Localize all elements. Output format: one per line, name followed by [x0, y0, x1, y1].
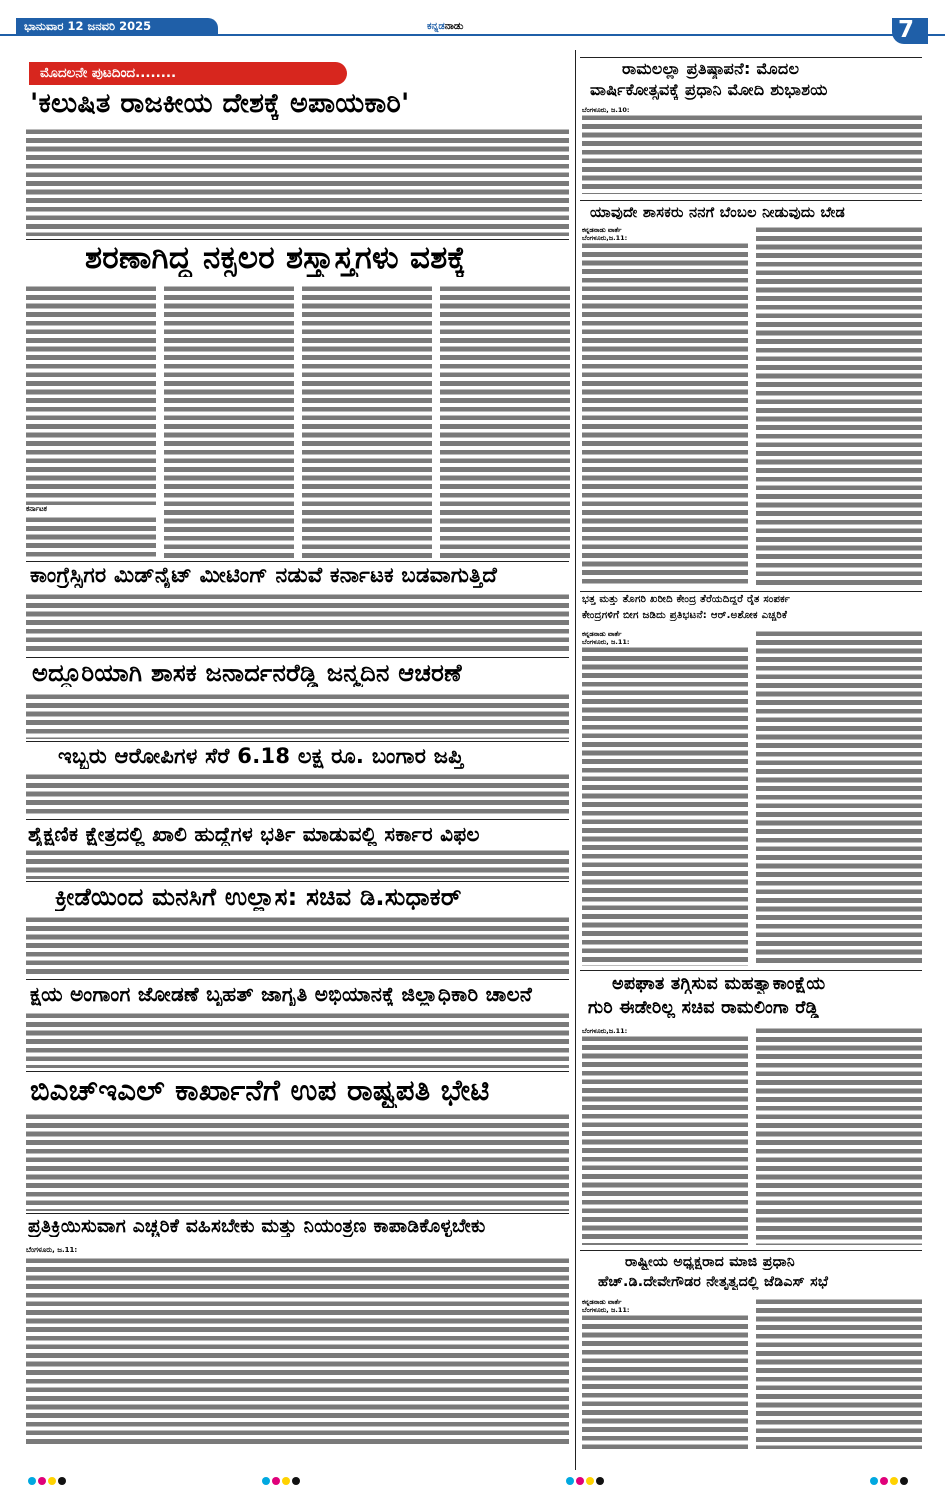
- cyan-dot: [262, 1477, 270, 1485]
- article-9-body: [26, 1113, 569, 1211]
- article-10-dateline: ಬೆಂಗಳೂರು, ಜ.11:: [26, 1246, 78, 1254]
- article-9-headline: ಬಿಎಚ್‌ಇಎಲ್ ಕಾರ್ಖಾನೆಗೆ ಉಪ ರಾಷ್ಟ್ರಪತಿ ಭೇಟಿ: [30, 1073, 490, 1107]
- article-2-body-col-2: [164, 285, 294, 558]
- separator-4: [26, 741, 569, 742]
- article-4-body: [26, 693, 569, 739]
- black-dot: [292, 1477, 300, 1485]
- yellow-dot: [890, 1477, 898, 1485]
- registration-marks-center: [262, 1470, 302, 1489]
- masthead-brand: [427, 21, 463, 32]
- right-5-dateline: ಬೆಂಗಳೂರು, ಜ.11:: [582, 1306, 630, 1314]
- separator-3: [26, 657, 569, 658]
- right-5-body-col-2: [756, 1298, 922, 1449]
- magenta-dot: [38, 1477, 46, 1485]
- right-3-body-col-2: [756, 630, 922, 966]
- registration-marks-mid: [566, 1470, 606, 1489]
- section-tag-label: ಮೊದಲನೇ ಪುಟದಿಂದ........: [40, 65, 177, 81]
- masthead-date: ಭಾನುವಾರ 12 ಜನವರಿ 2025: [24, 19, 152, 33]
- article-7-headline: ಕ್ರೀಡೆಯಿಂದ ಮನಸಿಗೆ ಉಲ್ಲಾಸ: ಸಚಿವ ಡಿ.ಸುಧಾಕರ್: [55, 883, 462, 911]
- right-3-dateline: ಬೆಂಗಳೂರು, ಜ.11:: [582, 638, 630, 646]
- article-2-body-col-3: [302, 285, 432, 558]
- article-10-body: [26, 1257, 569, 1447]
- column-divider: [575, 50, 576, 1470]
- right-1-dateline: ಬೆಂಗಳೂರು, ಜ.10:: [582, 106, 630, 114]
- right-4-rule-bottom: [580, 1250, 922, 1251]
- right-3-headline-2: ಕೇಂದ್ರಗಳಿಗೆ ಬೀಗ ಜಡಿದು ಪ್ರತಿಭಟನೆ: ಆರ್.ಅಶೋಕ ಎಚ್ಚರಿಕೆ: [582, 610, 788, 621]
- yellow-dot: [48, 1477, 56, 1485]
- article-6-headline: ಶೈಕ್ಷಣಿಕ ಕ್ಷೇತ್ರದಲ್ಲಿ ಖಾಲಿ ಹುದ್ದೆಗಳ ಭರ್ತಿ ಮಾಡುವಲ್ಲಿ ಸರ್ಕಾರ ವಿಫಲ: [28, 822, 480, 846]
- separator-7: [26, 979, 569, 980]
- right-4-headline-1: ಅಪಘಾತ ತಗ್ಗಿಸುವ ಮಹತ್ವಾಕಾಂಕ್ಷೆಯ: [612, 974, 826, 994]
- black-dot: [58, 1477, 66, 1485]
- article-1-headline: 'ಕಲುಷಿತ ರಾಜಕೀಯ ದೇಶಕ್ಕೆ ಅಪಾಯಕಾರಿ': [30, 88, 410, 119]
- right-1-rule-top: [580, 57, 922, 58]
- article-2-headline: ಶರಣಾಗಿದ್ದ ನಕ್ಸಲರ ಶಸ್ತ್ರಾಸ್ತ್ರಗಳು ವಶಕ್ಕೆ: [85, 240, 466, 276]
- article-3-body: [26, 593, 569, 653]
- article-5-headline: ಇಬ್ಬರು ಆರೋಪಿಗಳ ಸೆರೆ 6.18 ಲಕ್ಷ ರೂ. ಬಂಗಾರ ಜಪ್ತಿ: [58, 744, 464, 768]
- right-4-headline-2: ಗುರಿ ಈಡೇರಿಲ್ಲ ಸಚಿವ ರಾಮಲಿಂಗಾ ರೆಡ್ಡಿ: [588, 998, 819, 1018]
- article-8-body: [26, 1012, 569, 1068]
- article-3-headline: ಕಾಂಗ್ರೆಸ್ಸಿಗರ ಮಿಡ್‌ನೈಟ್ ಮೀಟಿಂಗ್ ನಡುವೆ ಕರ್ನಾಟಕ ಬಡವಾಗುತ್ತಿದೆ: [30, 563, 498, 587]
- right-2-rule-bottom: [580, 591, 922, 592]
- right-4-body-col-1: [582, 1035, 748, 1245]
- article-4-headline: ಅದ್ದೂರಿಯಾಗಿ ಶಾಸಕ ಜನಾರ್ದನರೆಡ್ಡಿ ಜನ್ಮದಿನ ಆಚರಣೆ: [32, 659, 462, 687]
- right-1-rule-bottom: [580, 200, 922, 201]
- cyan-dot: [566, 1477, 574, 1485]
- yellow-dot: [586, 1477, 594, 1485]
- right-3-rule-bottom: [580, 970, 922, 971]
- right-1-body: [582, 114, 922, 194]
- article-6-body: [26, 849, 569, 879]
- article-10-headline: ಪ್ರತಿಕ್ರಿಯಿಸುವಾಗ ಎಚ್ಚರಿಕೆ ವಹಿಸಬೇಕು ಮತ್ತು ನಿಯಂತ್ರಣ ಕಾಪಾಡಿಕೊಳ್ಳಬೇಕು: [28, 1216, 486, 1237]
- right-1-headline-2: ವಾರ್ಷಿಕೋತ್ಸವಕ್ಕೆ ಪ್ರಧಾನಿ ಮೋದಿ ಶುಭಾಶಯ: [590, 80, 828, 99]
- magenta-dot: [880, 1477, 888, 1485]
- cyan-dot: [870, 1477, 878, 1485]
- right-5-headline-1: ರಾಷ್ಟ್ರೀಯ ಅಧ್ಯಕ್ಷರಾದ ಮಾಜಿ ಪ್ರಧಾನಿ: [625, 1254, 795, 1270]
- separator-8: [26, 1071, 569, 1072]
- magenta-dot: [272, 1477, 280, 1485]
- right-2-dateline: ಬೆಂಗಳೂರು,ಜ.11:: [582, 234, 628, 242]
- masthead-brand-left: ಕನ್ನಡ: [427, 21, 445, 32]
- right-5-byline: ಕನ್ನಡನಾಡು ವಾರ್ತೆ: [582, 1298, 622, 1306]
- right-3-body-col-1: [582, 646, 748, 966]
- right-2-byline: ಕನ್ನಡನಾಡು ವಾರ್ತೆ: [582, 226, 622, 234]
- separator-9: [26, 1213, 569, 1214]
- article-2-subhead: ಕರ್ನಾಟಕ: [26, 505, 47, 513]
- black-dot: [596, 1477, 604, 1485]
- black-dot: [900, 1477, 908, 1485]
- article-2-body-col-1b: [26, 516, 156, 558]
- registration-marks-right: [870, 1470, 910, 1489]
- right-5-body-col-1: [582, 1314, 748, 1449]
- right-1-headline-1: ರಾಮಲಲ್ಲಾ ಪ್ರತಿಷ್ಠಾಪನೆ: ಮೊದಲ: [622, 59, 800, 78]
- separator-2: [26, 561, 569, 562]
- magenta-dot: [576, 1477, 584, 1485]
- right-3-byline: ಕನ್ನಡನಾಡು ವಾರ್ತೆ: [582, 630, 622, 638]
- right-2-body-col-2: [756, 226, 922, 587]
- article-5-body: [26, 773, 569, 817]
- article-2-body-col-4: [440, 285, 570, 558]
- right-5-headline-2: ಹೆಚ್.ಡಿ.ದೇವೇಗೌಡರ ನೇತೃತ್ವದಲ್ಲಿ ಜೆಡಿಎಸ್ ಸಭೆ: [598, 1274, 829, 1290]
- masthead-brand-right: ನಾಡು: [444, 21, 464, 32]
- right-3-headline-1: ಭತ್ತ ಮತ್ತು ತೊಗರಿ ಖರೀದಿ ಕೇಂದ್ರ ತೆರೆಯದಿದ್ದರೆ ರೈತ ಸಂಪರ್ಕ: [582, 594, 791, 605]
- right-2-headline: ಯಾವುದೇ ಶಾಸಕರು ನನಗೆ ಬೆಂಬಲ ನೀಡುವುದು ಬೇಡ: [590, 205, 846, 221]
- registration-marks-left: [28, 1470, 68, 1489]
- article-1-body: [26, 128, 569, 236]
- right-4-dateline: ಬೆಂಗಳೂರು,ಜ.11:: [582, 1027, 628, 1035]
- separator-5: [26, 819, 569, 820]
- article-8-headline: ಕ್ಷಯ ಅಂಗಾಂಗ ಜೋಡಣೆ ಬೃಹತ್ ಜಾಗೃತಿ ಅಭಿಯಾನಕ್ಕೆ ಜಿಲ್ಲಾಧಿಕಾರಿ ಚಾಲನೆ: [30, 982, 533, 1006]
- right-4-body-col-2: [756, 1027, 922, 1245]
- page-number: 7: [898, 17, 915, 43]
- article-2-body-col-1: [26, 285, 156, 505]
- cyan-dot: [28, 1477, 36, 1485]
- article-7-body: [26, 916, 569, 976]
- right-2-body-col-1: [582, 242, 748, 587]
- separator-6: [26, 881, 569, 882]
- yellow-dot: [282, 1477, 290, 1485]
